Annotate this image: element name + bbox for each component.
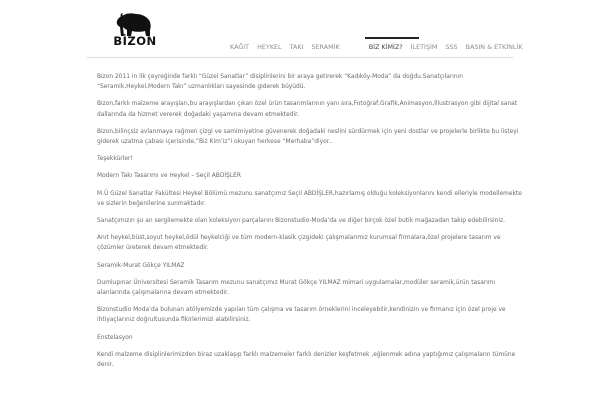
- nav-item-sss[interactable]: SSS: [445, 43, 458, 51]
- about-content: [97, 72, 525, 377]
- ceramic-artist-paragraph: Dumlupınar Üniversitesi Seramik Tasarım mezunu sanatçımız Murat Gökçe YILMAZ mimari uygulamalar,modüler seramik,ürün tasarımı alanlarında çalışmalarına devam etmektedir.: [97, 279, 496, 297]
- services-paragraph: Bizon,farklı malzeme arayışları,bu arayışlardan çıkan özel ürün tasarımlarının yanı sıra,Fotoğraf,Grafik,Animasyon,İllustrasyon gibi dijital sanat dallarında da hizmet vererek doğadaki yaşamına devam etmektedir.: [97, 101, 518, 118]
- installation-paragraph: Kendi malzeme disiplinlerimizden biraz uzaklaşıp farklı malzemeler farklı denizler keşfetmek ,eğlenmek adına yaptığımız çalışmaların tümüne denir.: [97, 351, 516, 369]
- nav-item-biz-kimiz[interactable]: BİZ KİMİZ?: [365, 43, 407, 58]
- brand-name: BİZON: [113, 34, 157, 48]
- nav-item-iletisim[interactable]: İLETİŞİM: [410, 43, 438, 51]
- mission-paragraph: Bizon,bilinçsiz avlanmaya rağmen çizgi ve samimiyetine güvenerek doğadaki neslini sürdürmek için yeni dostlar ve projelerle birlikte bu listeyi giderek uzatma çabası içerisinde,”Biz Kim’iz”i okuyan herkese “Merhaba”diyor..: [97, 128, 519, 146]
- nav-item-seramik[interactable]: SERAMİK: [311, 43, 340, 51]
- nav-item-kagit[interactable]: KAĞIT: [230, 43, 250, 51]
- atelier-paragraph: Bizonstudio Moda’da bulunan atölyemizde yapılan tüm çalışma ve tasarım örneklerini inceleyebilir,kendinizin ve firmanız için özel proje ve ihtiyaçlarınız doğrultusunda fikirlerimizi alabilirsiniz.: [97, 307, 506, 324]
- jewelry-collection-paragraph: Sanatçımızın şu an sergilemekte olan koleksiyon parçalarını Bizonstudio-Moda’da ve diğer birçok özel butik mağazadan takip edebilirsiniz.: [97, 218, 506, 225]
- section-heading-ceramic: Seramik-Murat Gökçe YILMAZ: [97, 262, 185, 269]
- main-nav: [226, 38, 527, 58]
- jewelry-artist-paragraph: M.Ü Güzel Sanatlar Fakültesi Heykel Bölümü mezunu sanatçımız Seçil ABDİŞLER,hazırlamış olduğu koleksiyonlarını kendi elleriyle modellemekte ve sizlerin beğenilerine sunmaktadır.: [97, 190, 522, 207]
- sculpture-paragraph: Anıt heykel,büst,soyut heykel,ödül heykelciği ve tüm modern-klasik çizgideki çalışmalarımız kurumsal firmalara,özel projelere tasarım ve çözümler üreterek devam etmektedir.: [97, 235, 501, 252]
- intro-paragraph: Bizon 2011 in ilk çeyreğinde farklı “Güzel Sanatlar” disiplinlerini bir araya getirerek “Kadıköy-Moda” da doğdu.Sanatçılarının “Seramik,Heykel,Modern Takı” uzmanlıkları sayesinde giderek büyüdü.: [97, 74, 464, 91]
- nav-item-heykel[interactable]: HEYKEL: [257, 43, 282, 51]
- header-divider: [87, 57, 513, 58]
- nav-item-basin-etkinlik[interactable]: BASIN & ETKİNLİK: [465, 43, 523, 51]
- nav-item-taki[interactable]: TAKI: [289, 43, 304, 51]
- thanks-text: Teşekkürler!: [97, 156, 133, 163]
- section-heading-jewelry: Modern Takı Tasarımı ve Heykel – Seçil ABDİŞLER: [97, 173, 241, 180]
- section-heading-installation: Enstelasyon: [97, 334, 133, 341]
